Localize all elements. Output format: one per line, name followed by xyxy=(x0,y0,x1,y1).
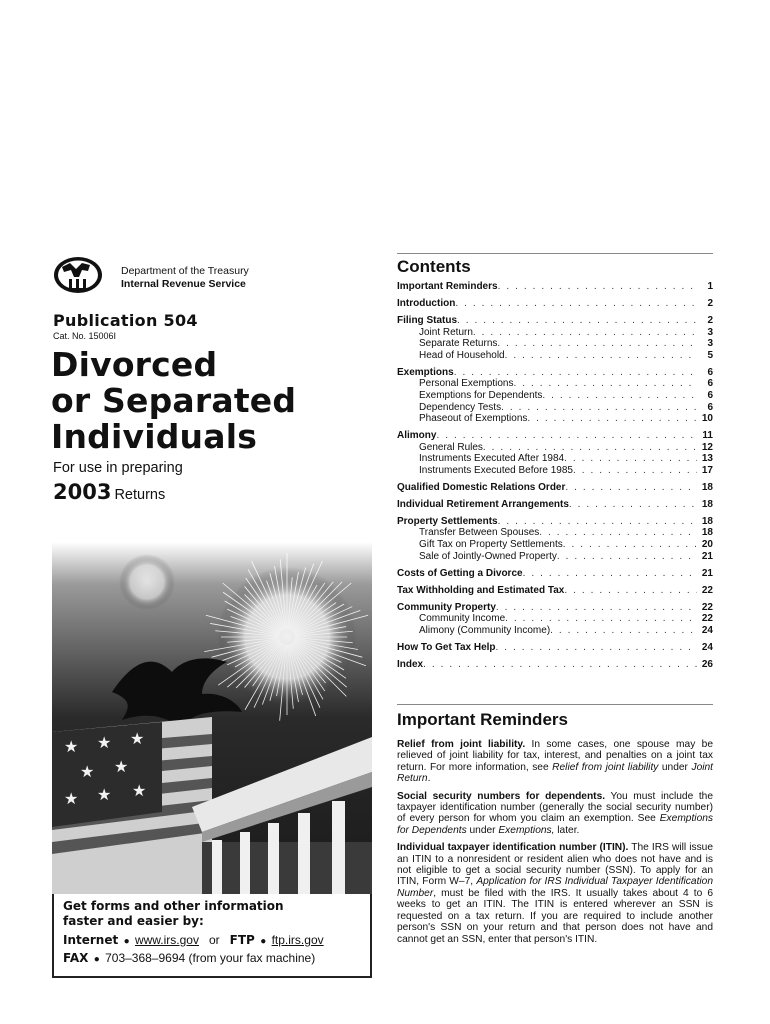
forms-heading-line-2: faster and easier by: xyxy=(63,914,204,928)
toc-entry-label: Transfer Between Spouses xyxy=(419,527,540,539)
svg-text:★: ★ xyxy=(114,757,129,776)
toc-page-number: 11 xyxy=(702,430,713,442)
toc-subentry[interactable] xyxy=(397,390,713,402)
toc-leader-dots xyxy=(455,298,697,310)
toc-leader-dots xyxy=(423,659,697,671)
bullet-icon: ● xyxy=(123,936,130,947)
toc-entry-label: Community Property xyxy=(397,601,496,613)
toc-group xyxy=(397,430,713,476)
toc-entry-label: Alimony (Community Income) xyxy=(419,624,551,636)
toc-page-number: 18 xyxy=(701,515,713,527)
toc-entry-label: Costs of Getting a Divorce xyxy=(397,567,523,579)
toc-leader-dots xyxy=(565,482,697,494)
reminders-divider xyxy=(397,704,713,705)
toc-entry-label: Filing Status xyxy=(397,314,457,326)
reminder-ref: Joint Return xyxy=(397,761,713,785)
irs-ftp-link[interactable]: ftp.irs.gov xyxy=(271,933,324,947)
svg-text:★: ★ xyxy=(80,762,95,781)
toc-entry[interactable] xyxy=(397,482,713,494)
toc-page-number: 5 xyxy=(707,349,713,361)
toc-group xyxy=(397,568,713,580)
toc-leader-dots xyxy=(523,568,697,580)
bullet-icon: ● xyxy=(260,936,267,947)
toc-subentry[interactable] xyxy=(397,378,713,390)
toc-entry-label: Phaseout of Exemptions xyxy=(419,413,528,425)
toc-page-number: 18 xyxy=(701,527,713,539)
forms-heading-line-1: Get forms and other information xyxy=(63,899,284,913)
toc-page-number: 6 xyxy=(707,366,713,378)
fax-number: 703–368–9694 (from your fax machine) xyxy=(105,951,316,965)
reminder-text: under xyxy=(466,824,499,836)
toc-subentry[interactable] xyxy=(397,453,713,465)
reminder-text: , must be filed with the IRS. It usually takes about 4 to 6 weeks to get an ITIN. The ITIN is entered wherever an SSN is requested on a tax return. If you are required to include another person's SSN on your return and that person does not have and cannot get an SSN, enter that person's ITIN. xyxy=(397,887,713,945)
toc-leader-dots xyxy=(505,350,697,362)
toc-page-number: 3 xyxy=(707,326,713,338)
tax-year: 2003 xyxy=(53,480,112,504)
toc-leader-dots xyxy=(557,551,697,563)
reminders-heading: Important Reminders xyxy=(397,710,568,729)
or-text: or xyxy=(208,933,220,947)
fax-line xyxy=(63,951,361,965)
toc-page-number: 26 xyxy=(701,658,713,670)
toc-entry[interactable] xyxy=(397,602,713,614)
reminder-text: under xyxy=(658,761,692,773)
toc-group xyxy=(397,642,713,654)
toc-entry[interactable] xyxy=(397,315,713,327)
toc-entry-label: Qualified Domestic Relations Order xyxy=(397,481,566,493)
toc-entry-label: Instruments Executed Before 1985 xyxy=(419,464,573,476)
reminder-ref: Application for IRS Individual Taxpayer Identification Number xyxy=(397,876,713,899)
forms-info-heading xyxy=(63,899,361,929)
toc-entry-label: Head of Household xyxy=(419,349,505,361)
fax-label: FAX xyxy=(63,951,89,965)
toc-leader-dots xyxy=(539,527,697,539)
reminder-text: In some cases, one spouse may be relieved of joint liability for tax, interest, and penalties on a joint tax return. For more information, see xyxy=(397,739,713,773)
svg-text:★: ★ xyxy=(64,737,79,756)
toc-leader-dots xyxy=(564,585,697,597)
returns-label: Returns xyxy=(114,487,166,503)
toc-leader-dots xyxy=(514,378,698,390)
reminder-text: later. xyxy=(554,824,580,836)
reminder-text: The IRS will issue an ITIN to a nonresident or resident alien who does not have and is not eligible to get a social security number (SSN). To apply for an ITIN, Form W–7, xyxy=(397,842,713,888)
irs-website-link[interactable]: www.irs.gov xyxy=(134,933,199,947)
toc-page-number: 13 xyxy=(701,453,713,465)
toc-entry-label: Property Settlements xyxy=(397,515,498,527)
toc-page-number: 3 xyxy=(707,338,713,350)
bullet-icon: ● xyxy=(93,954,100,965)
cover-illustration xyxy=(52,542,372,894)
toc-subentry[interactable] xyxy=(397,625,713,637)
toc-leader-dots xyxy=(569,499,697,511)
toc-leader-dots xyxy=(454,367,697,379)
reminder-joint-liability xyxy=(397,739,713,785)
ftp-label: FTP xyxy=(229,933,255,947)
reminder-text: . xyxy=(427,773,431,785)
reminders-body xyxy=(397,739,713,951)
toc-page-number: 24 xyxy=(701,641,713,653)
svg-text:★: ★ xyxy=(130,729,145,748)
toc-subentry[interactable] xyxy=(397,613,713,625)
toc-entry[interactable] xyxy=(397,568,713,580)
toc-leader-dots xyxy=(542,390,697,402)
toc-page-number: 24 xyxy=(701,624,713,636)
toc-page-number: 20 xyxy=(701,539,713,551)
toc-entry-label: Separate Returns xyxy=(419,338,498,350)
toc-leader-dots xyxy=(505,613,697,625)
toc-page-number: 18 xyxy=(701,481,713,493)
svg-text:★: ★ xyxy=(97,733,112,752)
toc-leader-dots xyxy=(496,602,697,614)
toc-page-number: 21 xyxy=(701,550,713,562)
toc-subentry[interactable] xyxy=(397,551,713,563)
toc-entry[interactable] xyxy=(397,281,713,293)
toc-entry[interactable] xyxy=(397,642,713,654)
toc-leader-dots xyxy=(497,338,697,350)
toc-page-number: 12 xyxy=(701,441,713,453)
flag-icon xyxy=(52,717,212,894)
toc-page-number: 2 xyxy=(707,297,713,309)
toc-leader-dots xyxy=(473,327,697,339)
agency-name: Internal Revenue Service xyxy=(121,278,246,290)
reminder-lead: Social security numbers for dependents. xyxy=(397,790,606,802)
issuing-agency xyxy=(121,265,321,291)
toc-page-number: 6 xyxy=(707,378,713,390)
toc-leader-dots xyxy=(501,402,697,414)
use-line: For use in preparing xyxy=(53,460,183,476)
toc-entry-label: Community Income xyxy=(419,613,506,625)
toc-leader-dots xyxy=(573,465,697,477)
toc-leader-dots xyxy=(496,642,697,654)
toc-page-number: 22 xyxy=(701,584,713,596)
toc-entry-label: Joint Return xyxy=(419,326,473,338)
toc-page-number: 18 xyxy=(701,498,713,510)
toc-group xyxy=(397,499,713,511)
toc-group xyxy=(397,602,713,637)
title-line-1: Divorced xyxy=(51,345,218,384)
toc-entry-label: Dependency Tests xyxy=(419,401,502,413)
toc-page-number: 2 xyxy=(707,314,713,326)
toc-entry-label: Important Reminders xyxy=(397,281,498,292)
toc-entry[interactable] xyxy=(397,659,713,671)
toc-leader-dots xyxy=(527,413,697,425)
toc-group xyxy=(397,315,713,361)
contents-heading: Contents xyxy=(397,257,471,276)
toc-subentry[interactable] xyxy=(397,465,713,477)
toc-leader-dots xyxy=(498,516,697,528)
toc-leader-dots xyxy=(457,315,697,327)
svg-text:★: ★ xyxy=(97,785,112,804)
toc-leader-dots xyxy=(483,442,697,454)
toc-group xyxy=(397,298,713,310)
toc-entry-label: How To Get Tax Help xyxy=(397,641,496,653)
toc-page-number: 22 xyxy=(701,601,713,613)
toc-entry-label: General Rules xyxy=(419,441,483,453)
toc-page-number: 10 xyxy=(701,413,713,425)
reminder-lead: Individual taxpayer identification number (ITIN). xyxy=(397,842,629,854)
internet-label: Internet xyxy=(63,933,119,947)
irs-eagle-logo-icon xyxy=(52,255,104,295)
reminder-ref: Exemptions for Dependents xyxy=(397,813,713,836)
toc-entry[interactable] xyxy=(397,430,713,442)
toc-subentry[interactable] xyxy=(397,350,713,362)
svg-text:★: ★ xyxy=(132,781,147,800)
toc-entry-label: Gift Tax on Property Settlements xyxy=(419,539,563,551)
toc-leader-dots xyxy=(498,281,697,293)
department-name: Department of the Treasury xyxy=(121,265,249,277)
toc-entry-label: Personal Exemptions xyxy=(419,378,514,390)
toc-leader-dots xyxy=(564,453,697,465)
toc-leader-dots xyxy=(563,539,697,551)
toc-group xyxy=(397,482,713,494)
toc-leader-dots xyxy=(436,430,697,442)
toc-group xyxy=(397,659,713,671)
toc-subentry[interactable] xyxy=(397,413,713,425)
toc-group xyxy=(397,585,713,597)
catalog-number: Cat. No. 15006I xyxy=(53,331,117,341)
toc-page-number: 1 xyxy=(707,281,713,292)
toc-entry[interactable] xyxy=(397,367,713,379)
toc-entry[interactable] xyxy=(397,585,713,597)
internet-ftp-line xyxy=(63,933,361,947)
toc-page-number: 17 xyxy=(701,464,713,476)
toc-subentry[interactable] xyxy=(397,539,713,551)
toc-entry-label: Instruments Executed After 1984 xyxy=(419,453,565,465)
toc-subentry[interactable] xyxy=(397,442,713,454)
toc-group xyxy=(397,516,713,562)
toc-entry[interactable] xyxy=(397,516,713,528)
reminder-text: You must include the taxpayer identification number (generally the social security number) of every person for whom you claim an exemption. See xyxy=(397,790,713,825)
toc-page-number: 22 xyxy=(701,613,713,625)
toc-entry-label: Tax Withholding and Estimated Tax xyxy=(397,584,565,596)
reminder-lead: Relief from joint liability. xyxy=(397,739,526,750)
toc-entry[interactable] xyxy=(397,499,713,511)
toc-subentry[interactable] xyxy=(397,527,713,539)
toc-entry-label: Exemptions xyxy=(397,366,454,378)
toc-page-number: 6 xyxy=(707,389,713,401)
toc-entry-label: Exemptions for Dependents xyxy=(419,389,543,401)
publication-number: Publication 504 xyxy=(53,311,198,330)
toc-subentry[interactable] xyxy=(397,327,713,339)
toc-entry-label: Index xyxy=(397,658,424,670)
contents-divider xyxy=(397,253,713,254)
title-line-2: or Separated xyxy=(51,381,297,420)
toc-entry-label: Sale of Jointly-Owned Property xyxy=(419,550,557,562)
svg-text:★: ★ xyxy=(64,789,79,808)
toc-leader-dots xyxy=(550,625,697,637)
toc-page-number: 6 xyxy=(707,401,713,413)
forms-info-box xyxy=(52,894,372,978)
toc-group xyxy=(397,281,713,293)
toc-page-number: 21 xyxy=(701,567,713,579)
reminder-ssn-dependents xyxy=(397,791,713,837)
toc-entry-label: Individual Retirement Arrangements xyxy=(397,498,569,510)
toc-entry-label: Alimony xyxy=(397,430,437,442)
tax-year-line xyxy=(53,480,165,504)
toc-subentry[interactable] xyxy=(397,402,713,414)
title-line-3: Individuals xyxy=(51,417,258,456)
publication-title xyxy=(51,347,296,455)
toc-subentry[interactable] xyxy=(397,338,713,350)
toc-entry[interactable] xyxy=(397,298,713,310)
toc-group xyxy=(397,367,713,425)
reminder-itin xyxy=(397,842,713,945)
table-of-contents xyxy=(397,281,713,676)
toc-entry-label: Introduction xyxy=(397,297,456,309)
reminder-ref: Exemptions, xyxy=(498,824,555,836)
reminder-ref: Relief from joint liability xyxy=(552,761,659,773)
